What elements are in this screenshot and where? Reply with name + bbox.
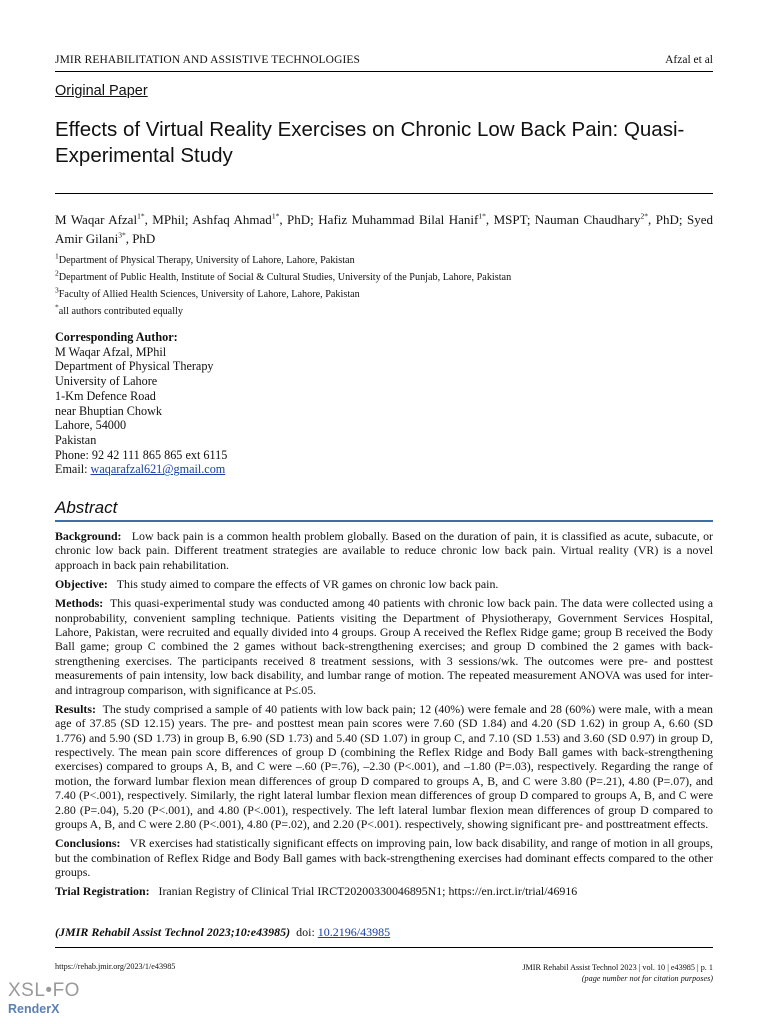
author-degree: , PhD; (648, 212, 687, 227)
doi-label: doi: (296, 925, 315, 939)
renderx-watermark: RenderX (8, 1002, 60, 1016)
article-title: Effects of Virtual Reality Exercises on Chronic Low Back Pain: Quasi-Experimental Study (55, 118, 685, 167)
abstract-background: Background: Low back pain is a common health problem globally. Based on the duration of pain, it is classified as acute, subacute, or chronic low back pain. Different treatment strategies are available to reduce chronic low back pain. Virtual reality (VR) is a novel approach in back pain rehabilitation. (55, 529, 713, 572)
affiliations (55, 252, 511, 320)
abstract-body (55, 529, 713, 904)
footer-journal-info: JMIR Rehabil Assist Technol 2023 | vol. 10 | e43985 | p. 1 (page number not for citation purposes) (522, 963, 713, 983)
author-name: Syed Amir Gilani (55, 212, 713, 246)
abstract-trial: Trial Registration: Iranian Registry of Clinical Trial IRCT20200330046895N1; https://en.irct.ir/trial/46916 (55, 884, 578, 899)
article-type: Original Paper (55, 83, 148, 99)
affiliation: $^3$Faculty of Allied Health Sciences, University of Lahore, Lahore, Pakistan (55, 285, 360, 300)
abstract-heading: Abstract (55, 498, 118, 517)
author-degree: , MSPT; (485, 212, 535, 227)
citation-line (55, 925, 390, 940)
author-degree: , MPhil; (144, 212, 193, 227)
abstract-conclusions: Conclusions: VR exercises had statistically significant effects on improving pain, low back disability, and range of motion in all groups, but the combination of Reflex Ridge and Body Ball games with back-strengthening exercises had dominant effects compared to the other groups. (55, 836, 714, 880)
author-affil-sup: 2* (640, 211, 648, 221)
author-name: Ashfaq Ahmad (192, 212, 272, 227)
author-name: M Waqar Afzal (55, 212, 138, 227)
corr-line: Department of Physical Therapy (55, 359, 214, 374)
citation-text: (JMIR Rehabil Assist Technol 2023;10:e43985) (55, 925, 291, 939)
author-list (55, 210, 713, 248)
email-link[interactable]: waqarafzal621@gmail.com (90, 462, 226, 477)
page-number-note: (page number not for citation purposes) (581, 974, 713, 983)
corr-line: Pakistan (55, 432, 97, 447)
abstract-rule (55, 520, 713, 522)
affiliation: $^1$Department of Physical Therapy, University of Lahore, Lahore, Pakistan (55, 251, 355, 266)
footer-rule (55, 947, 713, 948)
header-rule (55, 71, 713, 72)
corr-line: Lahore, 54000 (55, 418, 127, 433)
corr-line: near Bhuptian Chowk (55, 403, 162, 418)
corresponding-heading: Corresponding Author: (55, 330, 178, 344)
corr-line: 1-Km Defence Road (55, 388, 156, 403)
author-affil-sup: 1* (478, 211, 486, 221)
title-rule (55, 193, 713, 194)
author-name: Hafiz Muhammad Bilal Hanif (318, 212, 479, 227)
corresponding-author (55, 330, 227, 477)
journal-header: JMIR REHABILITATION AND ASSISTIVE TECHNOLOGIES (55, 54, 361, 66)
abstract-results: Results: The study comprised a sample of 40 patients with low back pain; 12 (40%) were female and 28 (60%) were male, with a mean age of 37.85 (SD 12.15) years. The pre- and posttest mean pain scores were 7.60 (SD 1.84) and 4.20 (SD 1.62) in group A, 6.60 (SD 1.776) and 5.90 (SD 1.73) in group B, 6.90 (SD 1.73) and 5.40 (SD 1.07) in group C, and 7.10 (SD 1.53) and 3.60 (SD 0.97) in group D, respectively. The mean pain score differences of group D (combining the Reflex Ridge and Body Ball games with back-strengthening exercises) compared to groups A, B, and C were –.60 (P=.76), –2.30 (P<.001), and –1.80 (P=.03), respectively. Regarding the range of motion, the forward lumbar flexion mean differences of group D compared to groups A, B, and C were 3.80 (P=.21), 4.80 (P=.07), and 7.40 (P<.001), respectively. Similarly, the right lateral lumbar flexion mean differences of group D compared to groups A, B, and C were 2.80 (P=.04), 5.20 (P<.001), and 4.80 (P<.001), respectively. The left lateral lumbar flexion mean differences of group D compared to groups A, B, and C were 2.80 (P<.001), 4.80 (P=.02), and 2.20 (P<.001). respectively, showing significant pre- and posttreatment effects. (55, 701, 713, 832)
corr-phone: Phone: 92 42 111 865 865 ext 6115 (55, 447, 228, 462)
affiliation: $^2$Department of Public Health, Institute of Social & Cultural Studies, University of the Punjab, Lahore, Pakistan (55, 268, 512, 283)
running-author: Afzal et al (665, 54, 713, 66)
author-degree: , PhD; (279, 212, 319, 227)
author-affil-sup: 3* (118, 230, 126, 240)
doi-link[interactable]: 10.2196/43985 (317, 925, 391, 939)
author-affil-sup: 1* (137, 211, 145, 221)
xslfo-watermark: XSL•FO (8, 980, 80, 1001)
author-degree: , PhD (125, 231, 156, 246)
email-label: Email: (55, 462, 91, 477)
corr-line: University of Lahore (55, 374, 158, 389)
footer-url[interactable]: https://rehab.jmir.org/2023/1/e43985 (55, 962, 176, 971)
corr-line: M Waqar Afzal, MPhil (55, 344, 167, 359)
abstract-objective: Objective: This study aimed to compare the effects of VR games on chronic low back pain. (55, 577, 499, 592)
affiliation-note: *all authors contributed equally (55, 302, 183, 317)
author-affil-sup: 1* (271, 211, 280, 221)
abstract-methods: Methods: This quasi-experimental study was conducted among 40 patients with chronic low back pain. The data were collected using a nonprobability, convenient sampling technique. Patients visiting the Department of Physiotherapy, Government Services Hospital, Lahore, Pakistan, were recruited and equally divided into 4 groups. Group A received the Reflex Ridge game; group B received the Body Ball game; group C combined the 2 games without back-strengthening exercises; and group D combined the 2 games with back-strengthening exercises. The participants received 8 treatment sessions, with 3 sessions/wk. The outcomes were pre- and posttest measurements of pain intensity, low back disability, and lumbar range of motion. The repeated measurement ANOVA was used for inter- and intragroup comparison, with significance at P≤.05. (55, 596, 713, 697)
author-name: Nauman Chaudhary (534, 212, 641, 227)
